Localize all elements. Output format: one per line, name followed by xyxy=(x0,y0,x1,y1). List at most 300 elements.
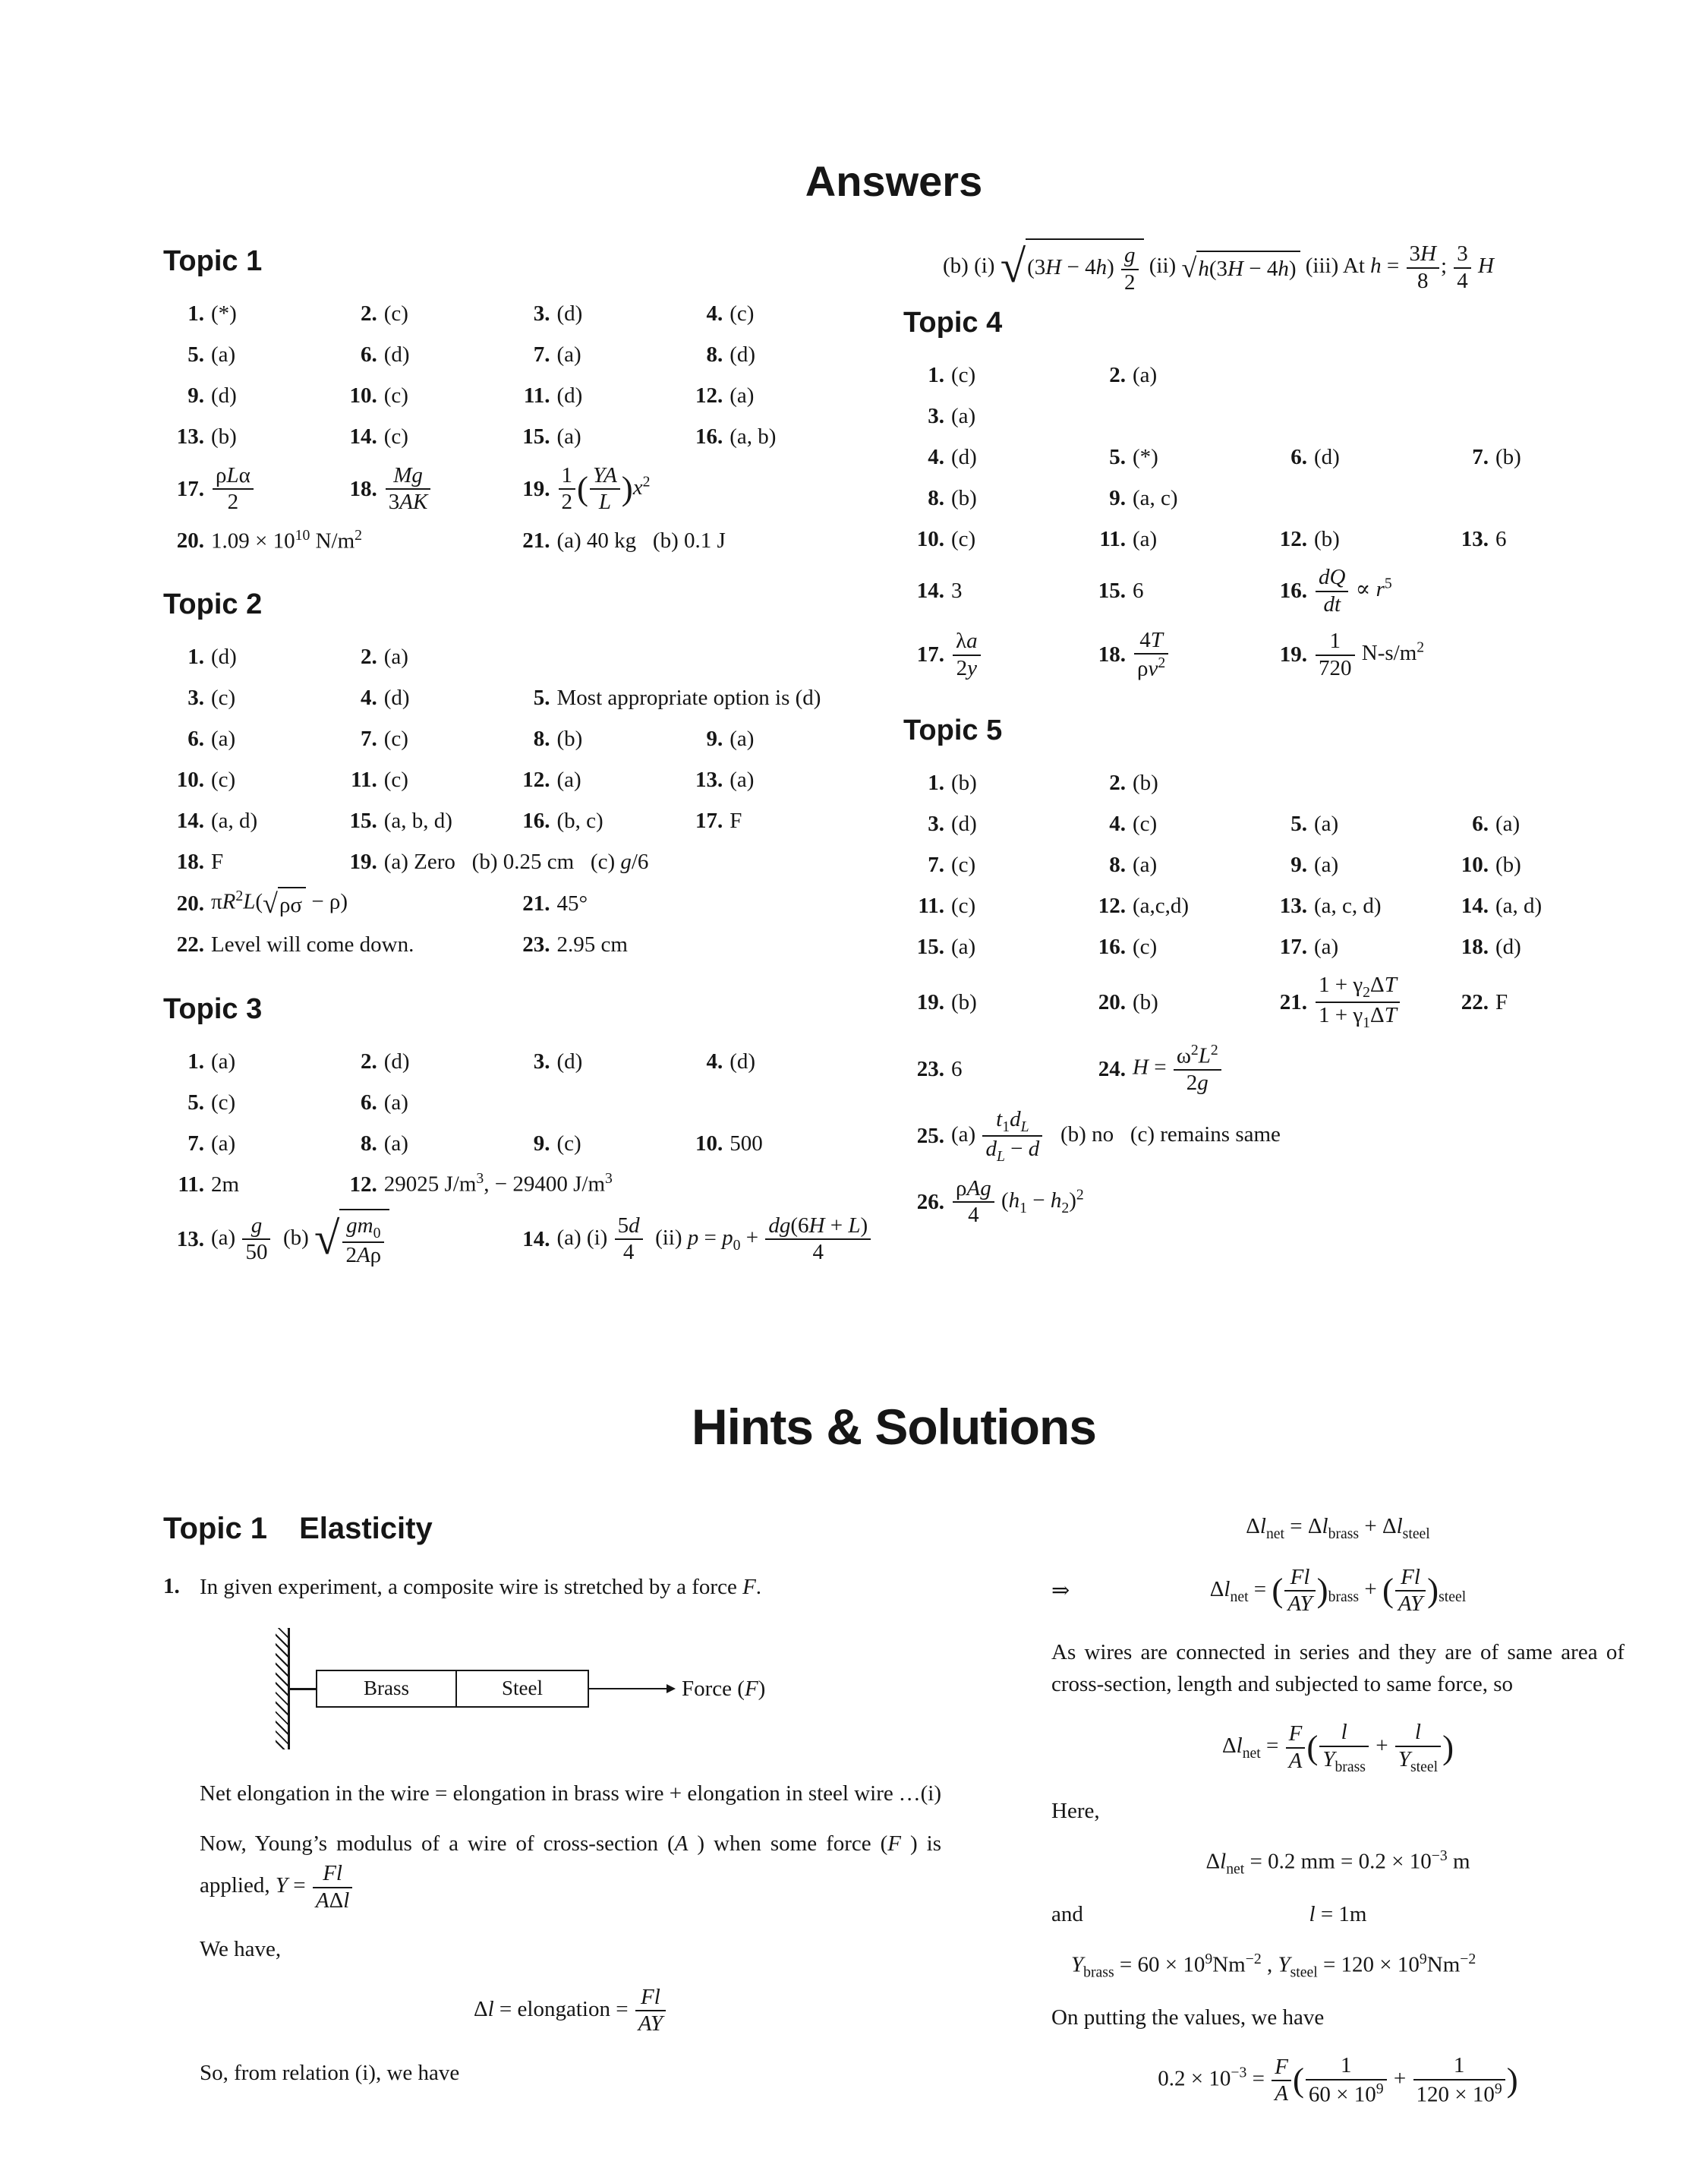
answer-item xyxy=(1085,1040,1443,1097)
answer-value: (b) xyxy=(1495,444,1521,469)
answer-number: 10. xyxy=(349,383,377,409)
answer-value: (a, b, d) xyxy=(383,809,452,834)
answer-item xyxy=(1085,809,1262,840)
brass-box xyxy=(316,1670,457,1708)
answer-item xyxy=(336,1046,505,1077)
answer-value: 29025 $J/m^3$, − 29400 $J/m^3$ xyxy=(383,1170,613,1197)
answer-number: 2. xyxy=(361,1049,377,1074)
answer-item xyxy=(336,339,505,371)
answer-value: (a, d) xyxy=(1495,894,1543,919)
answer-value: (a) xyxy=(211,342,236,368)
answer-item xyxy=(682,765,850,796)
topic3-answer-continuation: (b) (i) √ (3H − 4h) $\frac{g}{2}$ (ii) √ h(3H − 4h) (iii) At h = $\frac{3H}{8}$ ; $\frac{3}{4}$ H xyxy=(903,238,1624,297)
answer-item xyxy=(903,987,1080,1018)
answer-item xyxy=(509,724,678,755)
answer-value: (d) xyxy=(211,383,237,409)
answer-item xyxy=(1448,809,1624,840)
answer-number: 10. xyxy=(176,768,204,793)
answer-value: 2.95 cm xyxy=(556,932,628,957)
answer-value: (a) 40 kg (b) 0.1 J xyxy=(556,528,726,553)
answer-number: 13. xyxy=(176,1227,204,1252)
answer-item xyxy=(509,1128,678,1159)
answer-number: 5. xyxy=(1290,812,1307,837)
answer-item xyxy=(509,765,678,796)
answer-value: (d) xyxy=(1495,935,1521,960)
answer-value: $\frac{1 + \gamma_2\Delta T}{1 + \gamma_1\Delta T}$ xyxy=(1314,971,1401,1033)
answer-value: (b) xyxy=(211,424,237,450)
answer-row xyxy=(903,1040,1624,1097)
answer-number: 10. xyxy=(695,1131,723,1156)
answer-value: (b) xyxy=(951,771,977,796)
answer-value: $1.09 \times 10^{10}$ $N/m^2$ xyxy=(211,526,362,554)
answer-item xyxy=(1085,524,1262,555)
answer-value: (a) xyxy=(556,424,581,450)
answer-row xyxy=(163,380,850,413)
solutions-section xyxy=(163,1507,1624,2128)
answer-row xyxy=(163,886,850,920)
answer-number: 1. xyxy=(188,1049,204,1074)
answer-item xyxy=(509,806,678,837)
answer-value: 45° xyxy=(556,891,588,916)
answers-right-col xyxy=(903,235,1624,1277)
answer-number: 4. xyxy=(706,301,723,327)
answer-number: 4. xyxy=(1109,812,1126,837)
answer-number: 5. xyxy=(533,686,550,711)
answer-value: (a) xyxy=(211,1131,236,1156)
answer-item xyxy=(163,298,332,330)
answer-row xyxy=(903,481,1624,515)
solution-paragraph: Now, Young’s modulus of a wire of cross-section (A ) when some force (F ) is applied, Y = Fl AΔl xyxy=(200,1831,942,1913)
answer-item xyxy=(682,806,850,837)
answer-number: 20. xyxy=(176,891,204,916)
answer-number: 9. xyxy=(1290,853,1307,878)
answer-number: 7. xyxy=(928,853,944,878)
answer-item xyxy=(903,768,1080,799)
answer-number: 2. xyxy=(361,301,377,327)
answer-value: (b, c) xyxy=(556,809,603,834)
answers-left-col xyxy=(163,235,868,1277)
answer-item xyxy=(1085,932,1262,963)
answer-number: 17. xyxy=(916,642,944,667)
answer-item xyxy=(509,888,851,920)
answer-number: 19. xyxy=(349,850,377,875)
answer-number: 15. xyxy=(1098,579,1126,604)
answer-number: 7. xyxy=(533,342,550,368)
answer-item xyxy=(1266,809,1443,840)
wire-segment xyxy=(290,1688,316,1690)
answer-row xyxy=(163,763,850,797)
answer-value: (a) xyxy=(1314,853,1339,878)
answer-value: (c) xyxy=(951,526,976,551)
answer-number: 15. xyxy=(522,424,550,450)
answer-row xyxy=(163,929,850,962)
answer-value: (a) xyxy=(211,1049,236,1074)
answer-row xyxy=(903,1175,1624,1230)
answer-value: (d) xyxy=(383,686,410,711)
answer-item xyxy=(682,724,850,755)
solution-item-number: 1. xyxy=(163,1574,180,1599)
answer-value: F xyxy=(1495,989,1508,1014)
solution-paragraph: and l = 1m xyxy=(1051,1902,1367,1927)
answer-number: 12. xyxy=(1279,526,1307,551)
steel-box xyxy=(457,1670,589,1708)
answer-number: 19. xyxy=(1279,642,1307,667)
answer-item xyxy=(903,850,1080,881)
answer-number: 21. xyxy=(522,528,550,553)
solution-item-body xyxy=(200,1571,941,2107)
answer-number: 6. xyxy=(1472,812,1489,837)
answer-item xyxy=(903,576,1080,607)
answer-row xyxy=(903,807,1624,841)
answer-row xyxy=(903,399,1624,433)
answer-value: (a) xyxy=(730,727,755,752)
answer-value: (c) xyxy=(211,1090,236,1115)
answer-value: (b) xyxy=(1133,989,1158,1014)
answer-value: (c) xyxy=(383,727,408,752)
solution-paragraph: $\Delta l_{net} = 0.2$ mm = $0.2 \times 10^{-3}$ m xyxy=(1205,1847,1470,1878)
answer-row xyxy=(903,626,1624,683)
answer-item xyxy=(1266,891,1443,922)
answer-value: (*) xyxy=(211,301,237,327)
answer-item xyxy=(1448,891,1624,922)
answer-row xyxy=(903,563,1624,619)
answer-number: 1. xyxy=(188,645,204,670)
answer-number: 1. xyxy=(928,362,944,387)
answer-number: 3. xyxy=(928,812,944,837)
answer-row xyxy=(163,1168,850,1201)
answer-number: 19. xyxy=(522,476,550,501)
answer-item xyxy=(903,627,1080,683)
answer-number: 17. xyxy=(695,809,723,834)
answer-row xyxy=(903,440,1624,474)
answer-number: 21. xyxy=(522,891,550,916)
answer-item xyxy=(163,1169,332,1200)
answer-item xyxy=(1266,932,1443,963)
answer-item xyxy=(1266,563,1624,619)
answer-value: (b) xyxy=(951,485,977,510)
answer-number: 18. xyxy=(1461,935,1489,960)
answer-number: 11. xyxy=(1099,526,1126,551)
answer-number: 15. xyxy=(349,809,377,834)
answer-number: 13. xyxy=(1279,894,1307,919)
answer-item xyxy=(1085,360,1262,391)
answer-value: (c) xyxy=(1133,812,1158,837)
answer-value: (c) xyxy=(383,768,408,793)
answer-item xyxy=(1085,442,1262,473)
answer-number: 18. xyxy=(176,850,204,875)
answer-number: 18. xyxy=(1098,642,1126,667)
answer-number: 4. xyxy=(706,1049,723,1074)
answer-value: ρLα 2 xyxy=(211,462,255,517)
answer-row xyxy=(163,640,850,674)
answer-row xyxy=(903,889,1624,923)
answer-value: (a) $\frac{g}{50}$ (b) √ $\frac{gm_0}{2A\rho}$ xyxy=(211,1209,389,1270)
answers-topic-1 xyxy=(163,241,850,557)
answer-item xyxy=(336,724,505,755)
answer-item xyxy=(1085,576,1262,607)
answer-item xyxy=(1085,891,1262,922)
answer-item xyxy=(336,806,505,837)
answer-row xyxy=(163,845,850,879)
answer-item xyxy=(509,462,851,517)
topic-heading: Topic 1 xyxy=(163,245,263,278)
answer-number: 11. xyxy=(178,1172,204,1197)
answer-row xyxy=(903,971,1624,1033)
answer-number: 8. xyxy=(928,485,944,510)
answer-item xyxy=(163,724,332,755)
answer-number: 3. xyxy=(928,403,944,428)
answer-number: 16. xyxy=(1279,579,1307,604)
answer-value: (a) xyxy=(1133,526,1158,551)
answer-item xyxy=(1085,768,1262,799)
answer-value: (b) xyxy=(556,727,583,752)
answer-value: (a, d) xyxy=(211,809,258,834)
answer-item xyxy=(509,683,851,714)
answer-item xyxy=(682,339,850,371)
answer-item xyxy=(163,642,332,673)
answer-item xyxy=(903,442,1080,473)
answer-value: $\frac{Mg}{3AK}$ xyxy=(384,462,433,517)
answer-value: (a) xyxy=(211,727,236,752)
answer-number: 9. xyxy=(1109,485,1126,510)
answer-number: 17. xyxy=(1279,935,1307,960)
steel-label: Steel xyxy=(502,1677,543,1700)
answer-value: (a) $\frac{t_1d_L}{d_L - d}$ (b) no (c) remains same xyxy=(951,1106,1281,1166)
answer-value: 6 xyxy=(1495,526,1507,551)
solution-paragraph: Here, xyxy=(1051,1799,1100,1824)
answer-number: 14. xyxy=(916,579,944,604)
answer-number: 10. xyxy=(1461,853,1489,878)
answer-item xyxy=(509,929,851,961)
answer-value: 2m xyxy=(211,1172,240,1197)
answer-row xyxy=(903,930,1624,964)
solutions-right-col xyxy=(1051,1507,1624,2128)
answer-value: (*) xyxy=(1133,444,1158,469)
solution-item-1 xyxy=(163,1571,941,2107)
answer-value: $\frac{4T}{\rho v^2}$ xyxy=(1133,626,1170,683)
answer-value: (c) xyxy=(383,301,408,327)
answer-item xyxy=(336,298,505,330)
answer-item xyxy=(1448,987,1624,1018)
answer-number: 25. xyxy=(916,1123,944,1148)
answer-value: (a,c,d) xyxy=(1133,894,1190,919)
answer-value: F xyxy=(211,850,224,875)
answer-value: (d) xyxy=(730,1049,756,1074)
answer-value: F xyxy=(730,809,742,834)
answer-value: (a) xyxy=(951,403,976,428)
answer-value: (c) xyxy=(383,383,408,409)
answer-value: (a) xyxy=(1314,812,1339,837)
answer-item xyxy=(336,683,505,714)
answer-value: $\frac{dQ}{dt}$ ∝ $r^5$ xyxy=(1314,563,1392,619)
answer-number: 6. xyxy=(361,342,377,368)
answer-number: 16. xyxy=(522,809,550,834)
answer-item xyxy=(336,1169,850,1200)
answer-number: 16. xyxy=(695,424,723,450)
answer-item xyxy=(903,1175,1624,1230)
answer-number: 5. xyxy=(1109,444,1126,469)
answer-item xyxy=(682,421,850,453)
answer-item xyxy=(163,683,332,714)
hints-title: Hints & Solutions xyxy=(692,1398,1096,1455)
answer-value: (b) xyxy=(951,989,977,1014)
answer-number: 17. xyxy=(176,476,204,501)
answer-value: (a, b) xyxy=(730,424,777,450)
answer-number: 11. xyxy=(351,768,377,793)
answer-row xyxy=(163,1127,850,1160)
answer-number: 14. xyxy=(522,1227,550,1252)
answers-topic-5 xyxy=(903,711,1624,1229)
answer-value: (a) xyxy=(383,645,408,670)
answer-number: 12. xyxy=(695,383,723,409)
answer-value: (b) xyxy=(1133,771,1158,796)
answer-value: 500 xyxy=(730,1131,763,1156)
answer-number: 3. xyxy=(533,301,550,327)
answer-number: 7. xyxy=(188,1131,204,1156)
answer-value: (c) xyxy=(383,424,408,450)
answer-value: 3 xyxy=(951,579,963,604)
solution-paragraph: We have, xyxy=(200,1936,282,1961)
answer-value: $\pi R^2L$( √ ρσ − ρ) xyxy=(211,886,348,920)
answer-value: (a) xyxy=(556,768,581,793)
answer-number: 23. xyxy=(916,1056,944,1081)
answer-item xyxy=(1448,442,1624,473)
answer-item xyxy=(682,1046,850,1077)
answer-number: 6. xyxy=(361,1090,377,1115)
topic-heading: Topic 2 xyxy=(163,588,263,621)
answer-row xyxy=(163,1209,868,1270)
answer-number: 3. xyxy=(188,686,204,711)
answer-number: 3. xyxy=(533,1049,550,1074)
answer-number: 7. xyxy=(361,727,377,752)
answer-number: 12. xyxy=(1098,894,1126,919)
answer-item xyxy=(682,1128,850,1159)
answer-row xyxy=(903,358,1624,392)
answer-value: (c) xyxy=(556,1131,581,1156)
answer-item xyxy=(336,1128,505,1159)
answer-number: 4. xyxy=(361,686,377,711)
answer-item xyxy=(903,401,1080,432)
answers-right-topics xyxy=(903,303,1624,1229)
solution-paragraph: $\Delta l_{net} = \Delta l_{brass} + \Delta l_{steel}$ xyxy=(1246,1514,1430,1542)
answer-number: 20. xyxy=(1098,989,1126,1014)
answer-item xyxy=(163,929,505,961)
answer-value: (c) xyxy=(1133,935,1158,960)
answer-item xyxy=(903,809,1080,840)
answer-number: 8. xyxy=(706,342,723,368)
answer-value: Level will come down. xyxy=(211,932,414,957)
answer-number: 14. xyxy=(349,424,377,450)
answer-item xyxy=(163,765,332,796)
solution-paragraph: Net elongation in the wire = elongation in brass wire + elongation in steel wire …(i) xyxy=(200,1781,941,1806)
answer-value: ρAg 4 $(h_1 - h_2)^2$ xyxy=(951,1175,1084,1230)
answer-number: 13. xyxy=(1461,526,1489,551)
answer-number: 8. xyxy=(1109,853,1126,878)
solutions-left-paragraphs xyxy=(200,1778,941,2089)
answer-item xyxy=(1085,987,1262,1018)
answer-item xyxy=(336,642,505,673)
answer-item xyxy=(163,847,332,878)
answer-item xyxy=(163,1209,505,1270)
answer-item xyxy=(163,339,332,371)
answer-value: H = $\frac{\omega^2L^2}{2g}$ xyxy=(1133,1040,1223,1097)
answer-row xyxy=(163,298,850,331)
answer-value: (a) xyxy=(951,935,976,960)
answer-item xyxy=(1448,524,1624,555)
answer-item xyxy=(336,462,505,517)
solution-paragraph: $0.2 \times 10^{-3}$ = $\frac{F}{A}$ ( $\frac{1}{60 \times 10^9}$ + $\frac{1}{120 \times 10^9}$ ) xyxy=(1158,2053,1518,2107)
topic-heading: Topic 5 xyxy=(903,715,1003,747)
answer-item xyxy=(509,1212,868,1267)
answer-row xyxy=(163,339,850,372)
answer-number: 18. xyxy=(349,476,377,501)
answer-item xyxy=(1266,971,1443,1033)
answer-value: (c) xyxy=(730,301,755,327)
answer-item xyxy=(163,380,332,412)
force-arrow xyxy=(589,1688,674,1690)
answer-number: 5. xyxy=(188,1090,204,1115)
answer-number: 1. xyxy=(188,301,204,327)
answer-number: 5. xyxy=(188,342,204,368)
solutions-topic-heading xyxy=(163,1507,941,1550)
answer-value: $\frac{1}{720}$ $N-s/m^2$ xyxy=(1314,627,1424,683)
answers-topic-2 xyxy=(163,585,850,961)
answer-number: 2. xyxy=(1109,771,1126,796)
answer-number: 11. xyxy=(523,383,550,409)
answer-item xyxy=(509,421,678,453)
answer-item xyxy=(509,298,678,330)
answer-value: (a) xyxy=(383,1090,408,1115)
answer-number: 9. xyxy=(188,383,204,409)
answer-value: (b) xyxy=(1495,853,1521,878)
answer-item xyxy=(336,847,850,878)
answer-row xyxy=(903,522,1624,556)
answer-value: (a) xyxy=(1133,362,1158,387)
answer-value: (a, c, d) xyxy=(1314,894,1382,919)
solution-paragraph: Δl = elongation = $\frac{Fl}{AY}$ xyxy=(200,1983,941,2039)
answer-number: 14. xyxy=(1461,894,1489,919)
answer-number: 22. xyxy=(1461,989,1489,1014)
answer-item xyxy=(1448,850,1624,881)
answer-item xyxy=(903,1106,1624,1167)
force-label: Force (F) xyxy=(682,1676,766,1701)
brass-label: Brass xyxy=(364,1677,409,1700)
solutions-topic-label: Topic 1 xyxy=(163,1512,268,1546)
answer-value: (d) xyxy=(556,383,583,409)
answer-item xyxy=(1085,626,1262,683)
answer-item xyxy=(163,421,332,453)
answer-item xyxy=(903,932,1080,963)
answer-number: 9. xyxy=(533,1131,550,1156)
answer-item xyxy=(682,298,850,330)
answer-row xyxy=(163,462,850,517)
answer-item xyxy=(1448,932,1624,963)
answer-item xyxy=(163,462,332,517)
answer-number: 24. xyxy=(1098,1056,1126,1081)
answer-item xyxy=(509,380,678,412)
answer-row xyxy=(163,722,850,756)
answer-value: (b) xyxy=(1314,526,1340,551)
solutions-topic-name: Elasticity xyxy=(299,1512,433,1546)
answer-item xyxy=(682,380,850,412)
answer-item xyxy=(509,339,678,371)
answer-item xyxy=(163,1087,332,1118)
topic-heading: Topic 4 xyxy=(903,307,1003,339)
answer-item xyxy=(1266,524,1443,555)
solution-paragraph: $\Delta l_{net}$ = $\frac{F}{A}$ ( l $Y_{brass}$ + l $Y_{steel}$ ) xyxy=(1221,1720,1454,1775)
answer-value: (a, c) xyxy=(1133,485,1178,510)
answer-value: 6 xyxy=(951,1056,963,1081)
